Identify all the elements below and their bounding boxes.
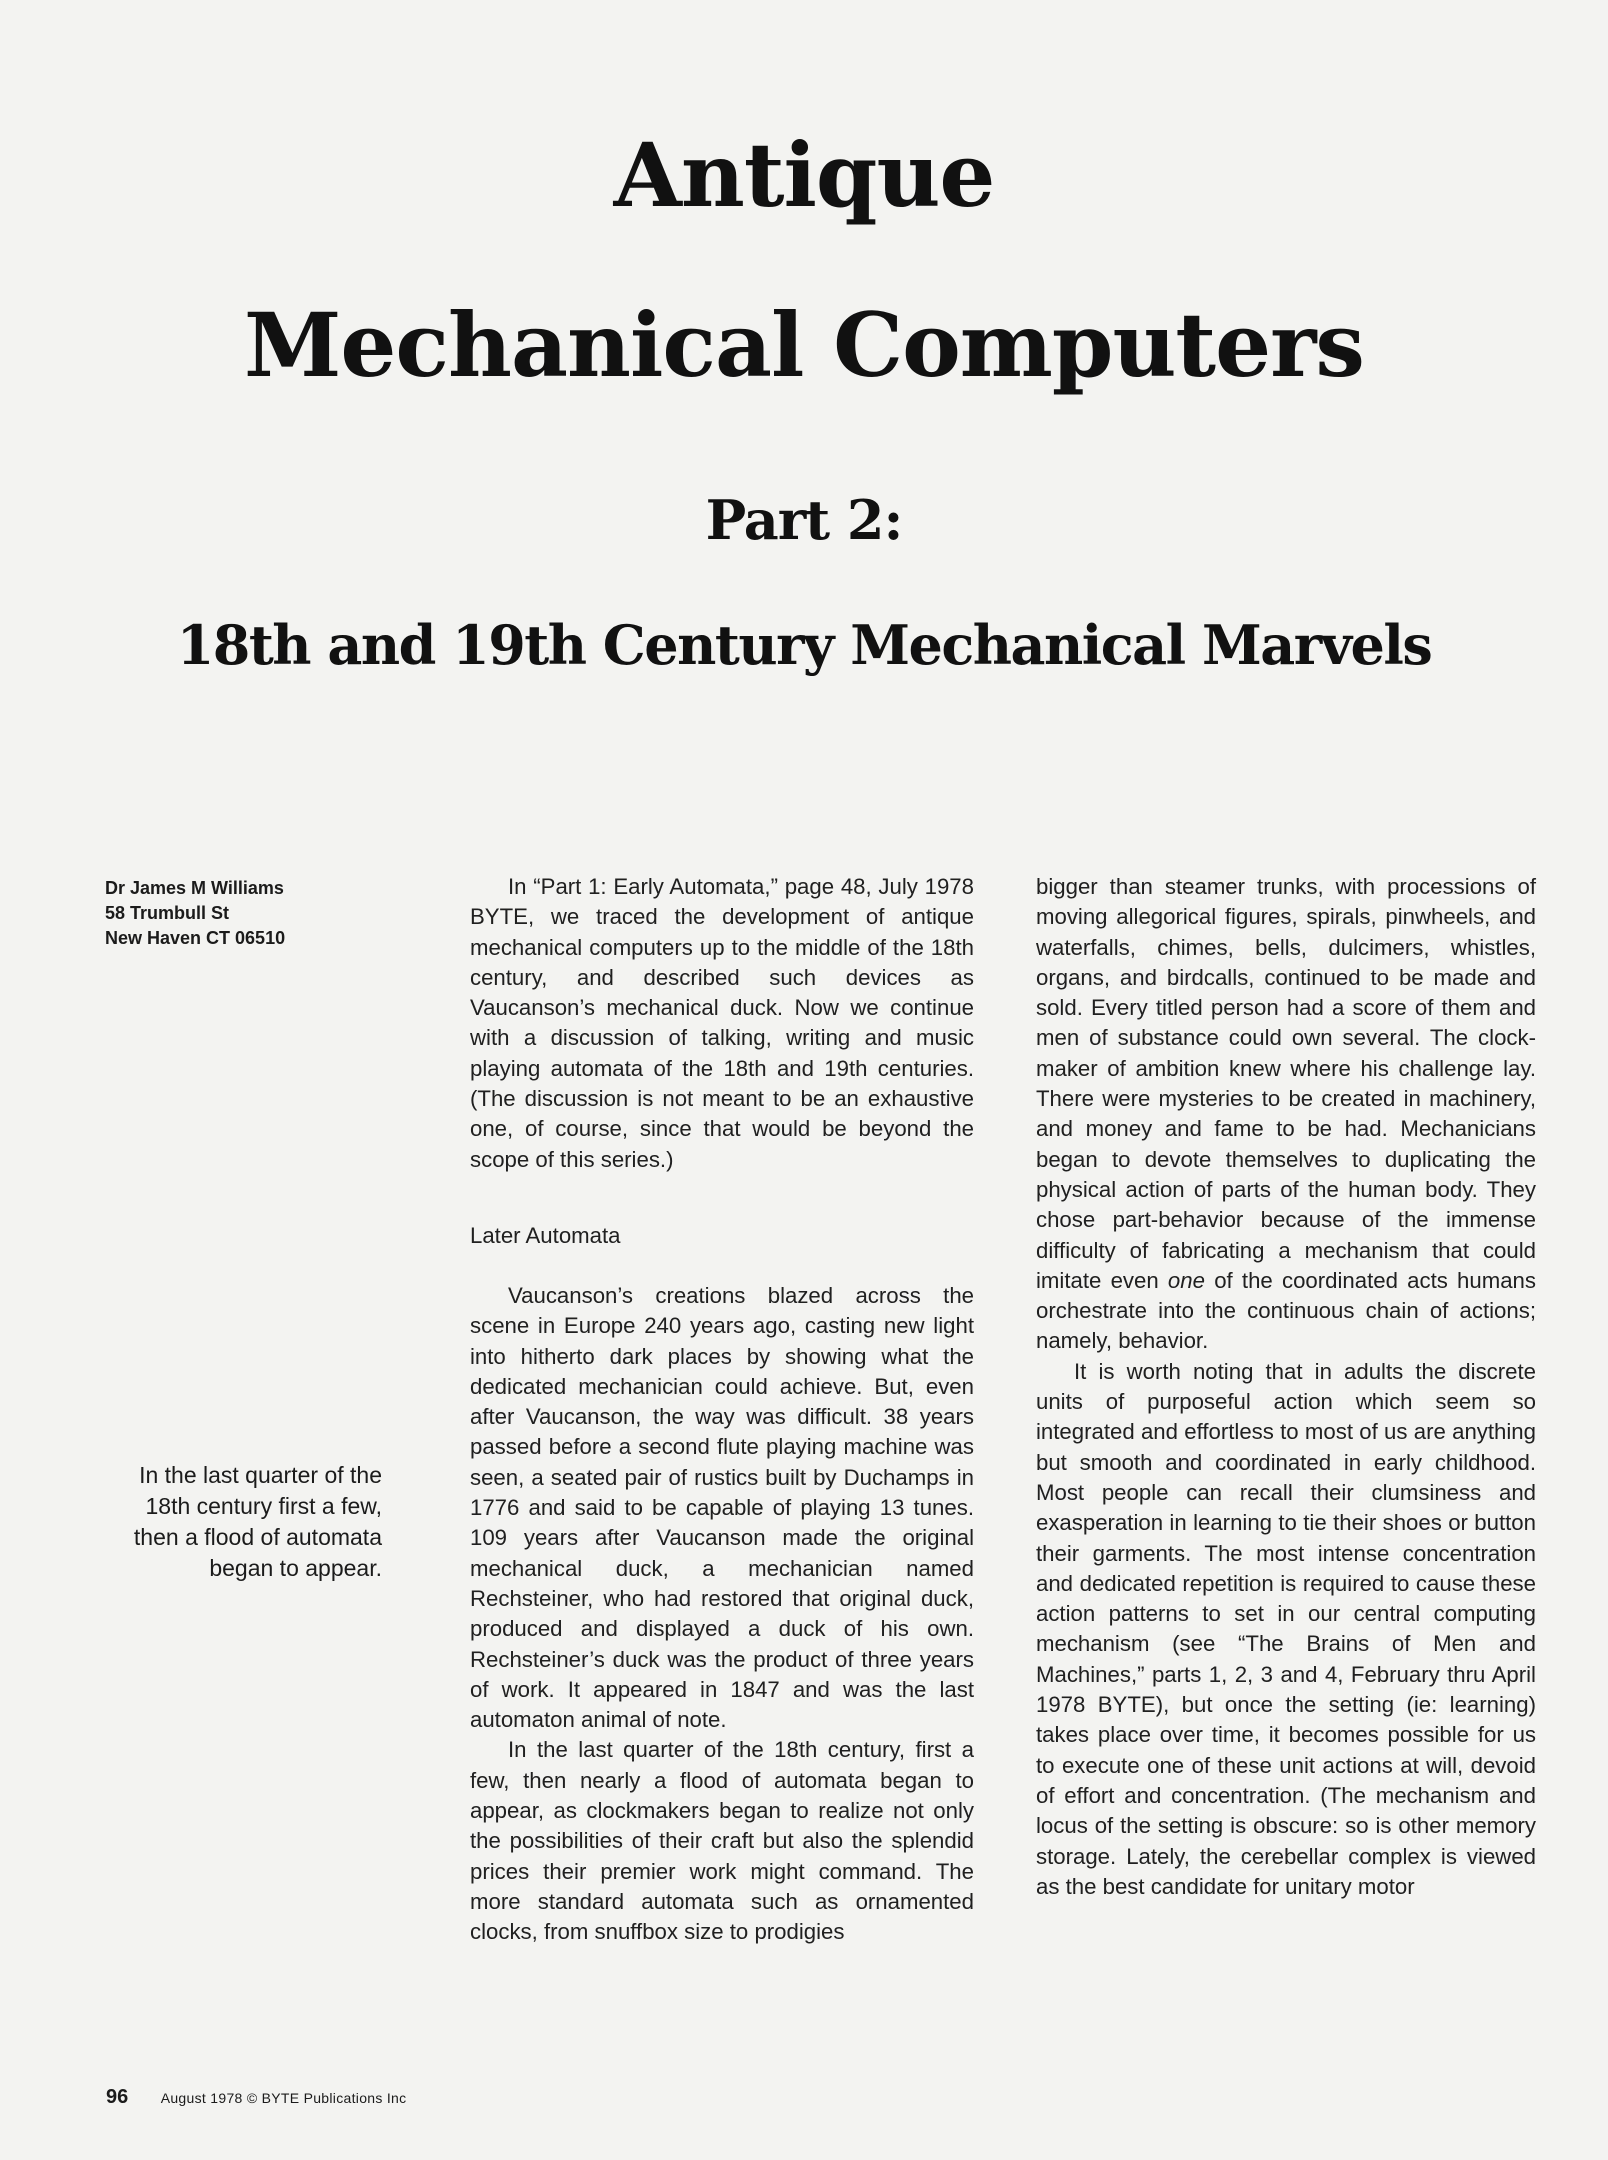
- publication-credit: August 1978 © BYTE Publications Inc: [160, 2090, 407, 2106]
- body-column-right: [1036, 872, 1536, 1902]
- article-title-line1: Antique: [613, 123, 995, 227]
- article-subtitle-main: 18th and 19th Century Mechanical Marvels: [176, 613, 1432, 677]
- body-text: bigger than steamer trunks, with processions of moving allegorical figures, spirals, pinwheels, and waterfalls, chimes, bells, dulcimers, whistles, organs, and birdcalls, continued to be made and sold. Every titled person had a score of them and men of substance could own several. The clockmaker of ambition knew where his challenge lay. There were mysteries to be created in machinery, and money and fame to be had. Mechanicians began to devote themselves to duplicating the physical action of parts of the human body. They chose part-behavior because of the immense difficulty of fabricating a mechanism that could imitate even: [1036, 874, 1536, 1293]
- body-column-middle: [470, 872, 974, 1948]
- body-text: of the coordinated acts humans orchestrate into the continuous chain of actions; namely, behavior.: [1036, 1267, 1536, 1354]
- page-footer: [106, 2086, 406, 2109]
- article-title-line2: Mechanical Computers: [244, 293, 1364, 397]
- pull-quote: [90, 1460, 382, 1584]
- pull-quote-line: began to appear.: [209, 1555, 382, 1581]
- pull-quote-line: then a flood of automata: [133, 1524, 382, 1550]
- body-paragraph: In the last quarter of the 18th century, first a few, then nearly a flood of automata began to appear, as clockmakers began to realize not only the possibilities of their craft but also the splendid prices their premier work might command. The more standard automata such as ornamented clocks, from snuffbox size to prodigies: [470, 1737, 974, 1945]
- body-paragraph: Vaucanson’s creations blazed across the scene in Europe 240 years ago, casting new light into hitherto dark places by showing what the dedicated mechanician could achieve. But, even after Vaucanson, the way was difficult. 38 years passed before a second flute playing machine was seen, a seated pair of rustics built by Duchamps in 1776 and said to be capable of playing 13 tunes. 109 years after Vaucanson made the original mechanical duck, a mechanician named Rechsteiner, who had restored that original duck, produced and displayed a duck of his own. Rechsteiner’s duck was the product of three years of work. It appeared in 1847 and was the last automaton animal of note.: [470, 1282, 974, 1733]
- pull-quote-line: 18th century first a few,: [145, 1493, 382, 1519]
- page-number: 96: [106, 2086, 129, 2108]
- author-street: 58 Trumbull St: [105, 903, 230, 923]
- emphasis-text: one: [1167, 1267, 1205, 1293]
- author-city: New Haven CT 06510: [105, 928, 286, 948]
- section-heading: Later Automata: [470, 1222, 621, 1248]
- pull-quote-line: In the last quarter of the: [139, 1462, 382, 1488]
- body-paragraph-continued: [1036, 872, 1536, 1357]
- author-block: [105, 876, 405, 951]
- article-subtitle-part: Part 2:: [705, 488, 903, 552]
- body-paragraph: It is worth noting that in adults the discrete units of purposeful action which seem so integrated and effortless to most of us are anything but smooth and coordinated in early childhood. Most people can recall their clumsiness and exasperation in learning to tie their shoes or button their garments. The most intense concentration and dedicated repetition is required to cause these action patterns to set in our central computing mechanism (see “The Brains of Men and Machines,” parts 1, 2, 3 and 4, February thru April 1978 BYTE), but once the setting (ie: learning) takes place over time, it becomes possible for us to execute one of these unit actions at will, devoid of effort and concentration. (The mechanism and locus of the setting is obscure: so is other memory storage. Lately, the cerebellar complex is viewed as the best candidate for unitary motor: [1036, 1358, 1536, 1899]
- body-paragraph: In “Part 1: Early Automata,” page 48, July 1978 BYTE, we traced the development of antique mechanical computers up to the middle of the 18th century, and described such devices as Vaucanson’s mechanical duck. Now we continue with a discussion of talking, writing and music playing automata of the 18th and 19th centuries. (The discussion is not meant to be an exhaustive one, of course, since that would be beyond the scope of this series.): [470, 874, 974, 1172]
- author-name: Dr James M Williams: [105, 878, 284, 898]
